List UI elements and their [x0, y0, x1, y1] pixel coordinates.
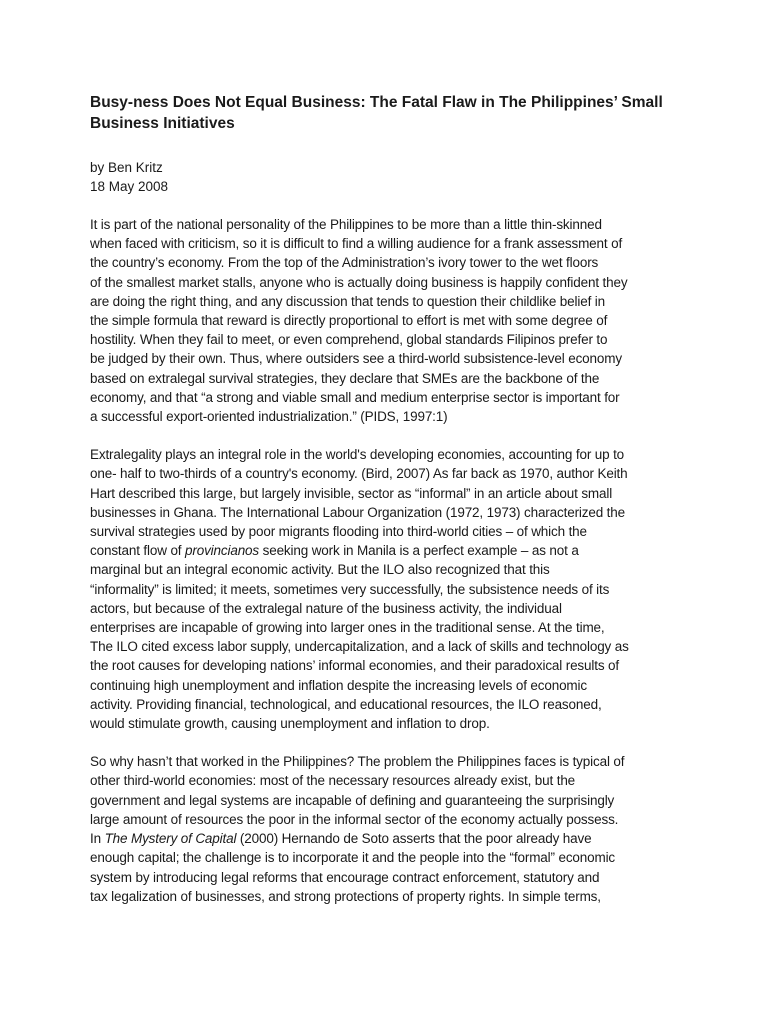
title-line: Busy-ness Does Not Equal Business: The Fatal Flaw in The Philippines’ Small [90, 94, 663, 111]
text-line: when faced with criticism, so it is difficult to find a willing audience for a frank assessment of [90, 236, 623, 252]
italic-text: The Mystery of Capital [104, 831, 237, 847]
text-line: “informality” is limited; it meets, sometimes very successfully, the subsistence needs of its [90, 581, 610, 597]
text-line: the root causes for developing nations’ informal economies, and their paradoxical results of [90, 658, 620, 674]
text-line: tax legalization of businesses, and strong protections of property rights. In simple terms, [90, 888, 601, 904]
text-line: actors, but because of the extralegal nature of the business activity, the individual [90, 600, 562, 616]
text-line: system by introducing legal reforms that encourage contract enforcement, statutory and [90, 869, 600, 885]
article-title [90, 92, 680, 134]
text-line: be judged by their own. Thus, where outsiders see a third-world subsistence-level economy [90, 351, 622, 367]
publish-date: 18 May 2008 [90, 179, 169, 194]
paragraph [90, 752, 680, 906]
text-line: hostility. When they fail to meet, or even comprehend, global standards Filipinos prefer to [90, 332, 608, 348]
text-line: activity. Providing financial, technological, and educational resources, the ILO reasoned, [90, 696, 602, 712]
text-line: the country’s economy. From the top of the Administration’s ivory tower to the wet floors [90, 255, 599, 271]
text-line: The ILO cited excess labor supply, undercapitalization, and a lack of skills and technology as [90, 639, 629, 655]
article-body [90, 92, 680, 925]
text-line: enterprises are incapable of growing into larger ones in the traditional sense. At the time, [90, 620, 605, 636]
text-line: large amount of resources the poor in the informal sector of the economy actually possess. [90, 811, 619, 827]
text-line: So why hasn’t that worked in the Philippines? The problem the Philippines faces is typical of [90, 754, 625, 770]
title-line: Business Initiatives [90, 115, 235, 132]
text-line: one- half to two-thirds of a country's economy. (Bird, 2007) As far back as 1970, author Keith [90, 466, 628, 482]
text-line: marginal but an integral economic activity. But the ILO also recognized that this [90, 562, 550, 578]
text-line: continuing high unemployment and inflation despite the increasing levels of economic [90, 677, 587, 693]
italic-text: provincianos [185, 543, 260, 559]
text-line: of the smallest market stalls, anyone who is actually doing business is happily confident they [90, 274, 628, 290]
author: by Ben Kritz [90, 160, 163, 175]
text-line: Extralegality plays an integral role in the world's developing economies, accounting for up to [90, 447, 625, 463]
text-line: survival strategies used by poor migrants flooding into third-world cities – of which the [90, 524, 587, 540]
paragraph [90, 215, 680, 426]
byline [90, 158, 680, 196]
text-line: Hart described this large, but largely invisible, sector as “informal” in an article about small [90, 485, 613, 501]
text-line: constant flow of provincianos seeking work in Manila is a perfect example – as not a [90, 543, 579, 559]
text-line: based on extralegal survival strategies, they declare that SMEs are the backbone of the [90, 370, 600, 386]
text-line: enough capital; the challenge is to incorporate it and the people into the “formal” economic [90, 850, 616, 866]
paragraph [90, 445, 680, 733]
text-line: would stimulate growth, causing unemployment and inflation to drop. [90, 716, 490, 732]
text-line: It is part of the national personality of the Philippines to be more than a little thin-skinned [90, 217, 602, 232]
text-line: a successful export-oriented industrialization.” (PIDS, 1997:1) [90, 409, 448, 425]
paragraphs-container [90, 215, 680, 906]
text-line: In The Mystery of Capital (2000) Hernando de Soto asserts that the poor already have [90, 831, 592, 847]
text-line: businesses in Ghana. The International Labour Organization (1972, 1973) characterized the [90, 504, 626, 520]
text-line: other third-world economies: most of the necessary resources already exist, but the [90, 773, 576, 789]
text-line: are doing the right thing, and any discussion that tends to question their childlike belief in [90, 293, 605, 309]
text-line: the simple formula that reward is directly proportional to effort is met with some degree of [90, 313, 608, 329]
text-line: economy, and that “a strong and viable small and medium enterprise sector is important for [90, 389, 620, 405]
text-line: government and legal systems are incapable of defining and guaranteeing the surprisingly [90, 792, 615, 808]
